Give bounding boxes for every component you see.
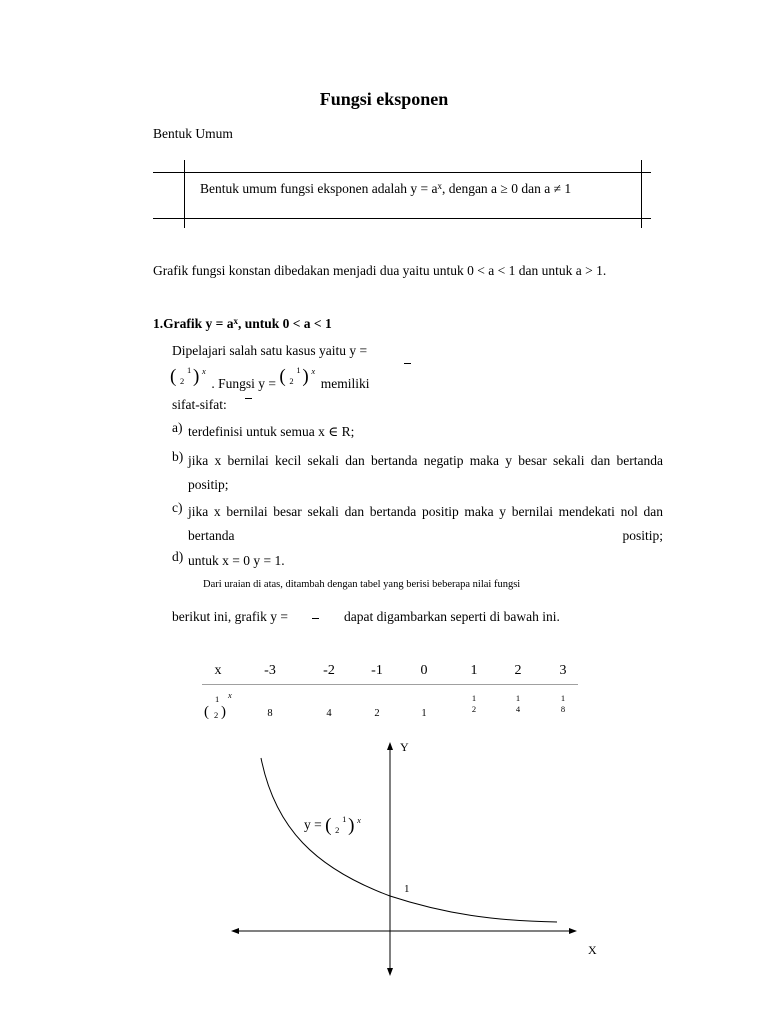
heading-graph-case-1: 1.Grafik $y = a^x$, untuk 0 < a < 1 [153,316,332,331]
property-b-label: b) [172,449,184,464]
table-cell: 8 [267,708,273,719]
values-table [198,660,580,730]
y-intercept-label: 1 [404,883,410,895]
table-cell: 3 [559,663,567,678]
dash-mark [245,398,252,399]
x-axis [231,928,577,934]
table-cell: 1 [421,708,427,719]
table-cell: 2 [374,708,380,719]
curve-label: y = ( 2 1 ) x [304,814,361,836]
table-cell-fraction: 1 2 [471,693,477,714]
property-c-text: jika x bernilai besar sekali dan bertanda positip maka y bernilai mendekati nol dan bertanda positip; [188,504,663,543]
table-cell: 1 [470,663,478,678]
property-a-label: a) [172,420,183,435]
table-divider [202,684,578,685]
description-line: berikut ini, grafik y = dapat digambarkan seperti di bawah ini. [172,609,560,624]
section-heading: Bentuk Umum [153,126,233,141]
table-row-label-fraction: 1 x ( 2 ) [204,690,232,720]
property-a-text: terdefinisi untuk semua x ∈ R; [188,424,355,439]
table-cell: 0 [420,663,428,678]
table-cell-fraction: 1 8 [560,693,566,714]
y-axis-label: Y [400,740,409,754]
table-cell: 2 [514,663,522,678]
table-cell: -2 [323,663,335,678]
dash-mark [312,618,319,619]
intro-paragraph: Grafik fungsi konstan dibedakan menjadi dua yaitu untuk 0 < a < 1 dan untuk a > 1. [153,263,607,278]
property-b-text: jika x bernilai kecil sekali dan bertanda negatip maka y besar sekali dan bertanda positip; [188,453,663,492]
table-header-x: x [214,663,222,678]
property-d-text: untuk x = 0 y = 1. [188,553,285,568]
property-d-label: d) [172,549,184,564]
example-line-3: sifat-sifat: [172,397,227,412]
table-cell: 4 [326,708,332,719]
definition-text: Bentuk umum fungsi eksponen adalah $y = a^x$, dengan a ≥ 0 dan a ≠ 1 [200,181,572,196]
y-axis [387,742,393,976]
fraction-half-pow-x: ( 2 1 ) x [279,365,316,387]
exponential-graph [225,738,585,978]
table-cell: -1 [371,663,383,678]
x-axis-label: X [588,943,597,957]
fraction-half-pow-x: ( 2 1 ) x [170,365,206,387]
exponential-curve [261,758,557,922]
dash-mark [404,363,411,364]
property-c-label: c) [172,500,183,515]
small-note: Dari uraian di atas, ditambah dengan tabel yang berisi beberapa nilai fungsi [203,579,521,590]
example-line-1: Dipelajari salah satu kasus yaitu y = [172,343,368,358]
page-title: Fungsi eksponen [319,89,449,109]
table-cell: -3 [264,663,276,678]
table-cell-fraction: 1 4 [515,693,521,714]
example-line-2: ( 2 1 ) x . Fungsi y = ( 2 1 ) x memiliki [170,365,370,391]
